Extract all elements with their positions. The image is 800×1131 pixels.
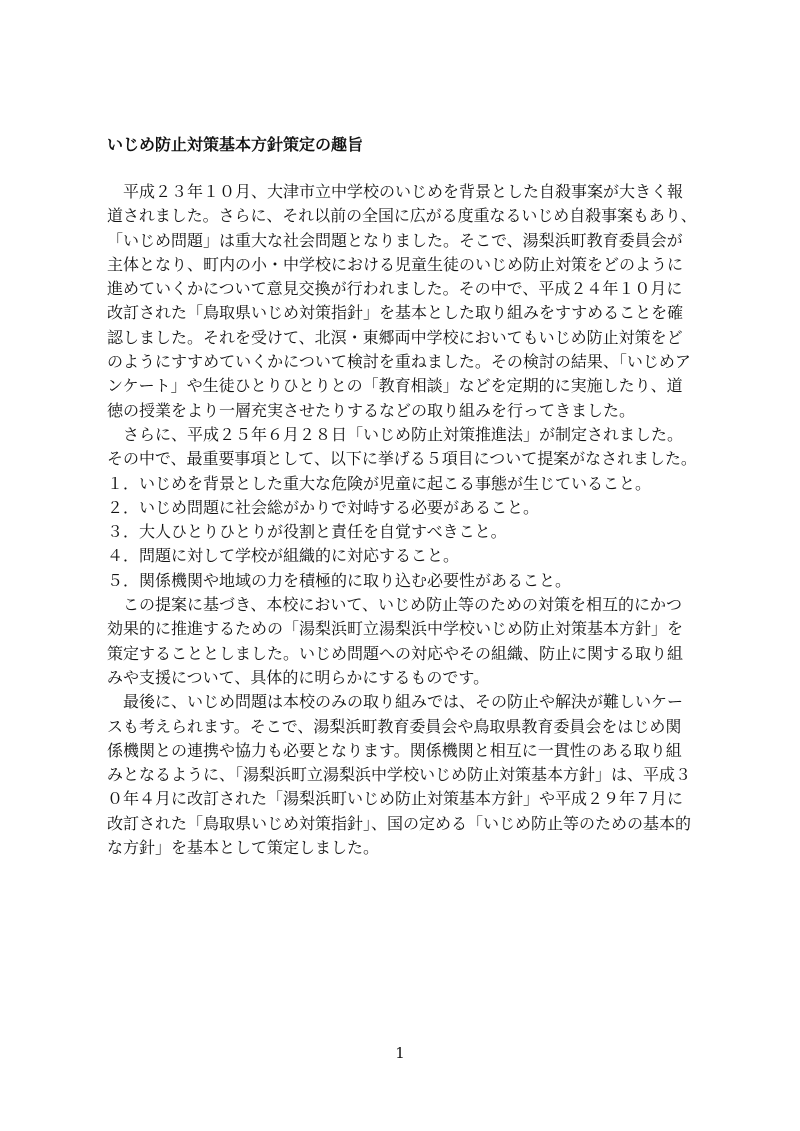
list-item-1: １．いじめを背景とした重大な危険が児童に起こる事態が生じていること。: [107, 473, 652, 493]
body-line: のようにすすめていくかについて検討を重ねました。その検討の結果、「いじめア: [107, 352, 691, 372]
document-body: [107, 180, 697, 860]
body-line: スも考えられます。そこで、湯梨浜町教育委員会や鳥取県教育委員会をはじめ関: [107, 716, 682, 736]
body-line: 係機関との連携や協力も必要となります。関係機関と相互に一貫性のある取り組: [107, 740, 682, 760]
body-line: ンケート」や生徒ひとりひとりとの「教育相談」などを定期的に実施したり、道: [107, 376, 683, 396]
page-number: 1: [395, 1044, 405, 1062]
body-line: 効果的に推進するための「湯梨浜町立湯梨浜中学校いじめ防止対策基本方針」を: [107, 619, 684, 639]
document-title: いじめ防止対策基本方針策定の趣旨: [107, 135, 364, 154]
body-line: 平成２３年１０月、大津市立中学校のいじめを背景とした自殺事案が大きく報: [107, 182, 684, 201]
body-line: みや支援について、具体的に明らかにするものです。: [107, 667, 490, 687]
body-line: みとなるように、「湯梨浜町立湯梨浜中学校いじめ防止対策基本方針」は、平成３: [107, 765, 692, 785]
body-line: 徳の授業をより一層充実させたりするなどの取り組みを行ってきました。: [107, 400, 636, 420]
list-item-2: ２．いじめ問題に社会総がかりで対峙する必要があること。: [107, 497, 540, 517]
body-line: ０年４月に改訂された「湯梨浜町いじめ防止対策基本方針」や平成２９年７月に: [107, 789, 684, 809]
list-item-3: ３．大人ひとりひとりが役割と責任を自覚すべきこと。: [107, 522, 507, 542]
body-line: 改訂された「鳥取県いじめ対策指針」、国の定める「いじめ防止等のための基本的: [107, 813, 692, 833]
body-line: さらに、平成２５年６月２８日「いじめ防止対策推進法」が制定されました。: [107, 424, 684, 444]
body-line: 主体となり、町内の小・中学校における児童生徒のいじめ防止対策をどのように: [107, 254, 684, 274]
body-line: な方針」を基本として策定しました。: [107, 838, 380, 858]
body-line: その中で、最重要事項として、以下に挙げる５項目について提案がなされました。: [107, 449, 697, 469]
body-line: この提案に基づき、本校において、いじめ防止等のための対策を相互的にかつ: [107, 595, 683, 615]
body-line: 「いじめ問題」は重大な社会問題となりました。そこで、湯梨浜町教育委員会が: [107, 230, 683, 250]
body-line: 進めていくかについて意見交換が行われました。その中で、平成２４年１０月に: [107, 279, 683, 299]
body-line: 認しました。それを受けて、北溟・東郷両中学校においてもいじめ防止対策をど: [107, 327, 683, 347]
list-item-5: ５．関係機関や地域の力を積極的に取り込む必要性があること。: [107, 570, 572, 590]
body-line: 改訂された「鳥取県いじめ対策指針」を基本とした取り組みをすすめることを確: [107, 303, 684, 323]
body-line: 策定することとしました。いじめ問題への対応やその組織、防止に関する取り組: [107, 643, 684, 663]
body-line: 道されました。さらに、それ以前の全国に広がる度重なるいじめ自殺事案もあり、: [107, 206, 697, 226]
list-item-4: ４．問題に対して学校が組織的に対応すること。: [107, 546, 460, 566]
body-line: 最後に、いじめ問題は本校のみの取り組みでは、その防止や解決が難しいケー: [107, 692, 684, 712]
